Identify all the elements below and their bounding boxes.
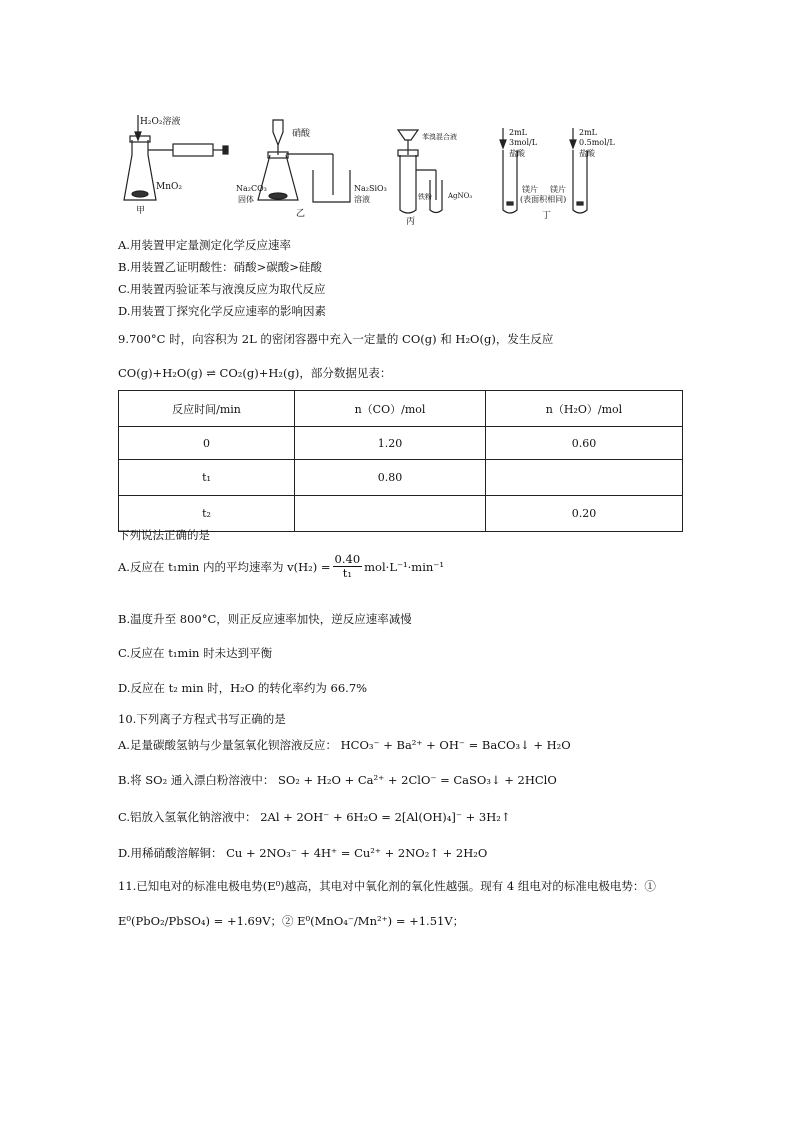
table-cell: 0.80 [295,460,486,496]
fraction-denominator: t₁ [342,566,352,580]
q9-stem-line1: 9.700°C 时，向容积为 2L 的密闭容器中充入一定量的 CO(g) 和 H₂O(g)，发生反应 [118,332,554,346]
q9-option-a [118,553,444,580]
label-mno2: MnO₂ [156,182,182,192]
label-na2sio3: Na₂SiO₃ [354,184,387,193]
label-jia: 甲 [136,206,146,216]
label-tube2-conc: 0.5mol/L [579,138,615,147]
table-header: n（H₂O）/mol [486,391,683,427]
label-tube2-volume: 2mL [579,128,597,137]
q10-option-a: A.足量碳酸氢钠与少量氢氧化钡溶液反应： HCO₃⁻ + Ba²⁺ + OH⁻ = BaCO₃↓ + H₂O [118,738,571,752]
label-same-area: (表面积相同) [520,195,567,204]
label-nitric-acid: 硝酸 [292,129,311,139]
table-cell: 1.20 [295,427,486,460]
q8-option-d: D.用装置丁探究化学反应速率的影响因素 [118,304,326,318]
label-tube1-acid: 盐酸 [509,149,525,158]
label-ding: 丁 [542,211,552,221]
label-mg2: 镁片 [550,185,566,194]
rate-fraction [333,553,363,580]
table-cell: 0 [119,427,295,460]
q9-prompt: 下列说法正确的是 [118,528,210,542]
q9-stem-line2: CO(g)+H₂O(g) ⇌ CO₂(g)+H₂(g)，部分数据见表： [118,366,392,380]
q9-option-d: D.反应在 t₂ min 时，H₂O 的转化率约为 66.7% [118,681,368,695]
q9-data-table [118,390,683,532]
apparatus-figure [118,110,678,230]
label-tube1-volume: 2mL [509,128,527,137]
label-bing: 丙 [406,217,416,227]
label-tube1-conc: 3mol/L [509,138,538,147]
label-tube2-acid: 盐酸 [579,149,595,158]
table-cell [486,460,683,496]
q8-option-a: A.用装置甲定量测定化学反应速率 [118,238,291,252]
q8-option-b: B.用装置乙证明酸性：硝酸>碳酸>硅酸 [118,260,322,274]
label-agno3: AgNO₃ [448,192,473,200]
label-yi: 乙 [296,209,306,219]
table-cell: 0.20 [486,496,683,532]
q10-option-c: C.铝放入氢氧化钠溶液中： 2Al + 2OH⁻ + 6H₂O = 2[Al(OH)₄]⁻ + 3H₂↑ [118,810,511,824]
q11-line2: E⁰(PbO₂/PbSO₄) = +1.69V；② E⁰(MnO₄⁻/Mn²⁺) = +1.51V； [118,914,465,928]
q8-option-c: C.用装置丙验证苯与液溴反应为取代反应 [118,282,326,296]
label-iron-powder: 铁粉 [418,193,432,201]
table-cell: t₁ [119,460,295,496]
label-solution: 溶液 [354,195,370,204]
q9-option-a-text: A.反应在 t₁min 内的平均速率为 v(H₂) = [118,559,331,574]
label-solid: 固体 [238,195,254,204]
q10-option-d: D.用稀硝酸溶解铜： Cu + 2NO₃⁻ + 4H⁺ = Cu²⁺ + 2NO₂↑ + 2H₂O [118,846,488,860]
label-na2co3: Na₂CO₃ [236,184,267,193]
table-header: 反应时间/min [119,391,295,427]
q10-stem: 10.下列离子方程式书写正确的是 [118,712,286,726]
q9-option-c: C.反应在 t₁min 时未达到平衡 [118,646,273,660]
label-mg1: 镁片 [522,185,538,194]
q10-option-b: B.将 SO₂ 通入漂白粉溶液中： SO₂ + H₂O + Ca²⁺ + 2ClO⁻ = CaSO₃↓ + 2HClO [118,773,557,787]
table-cell: 0.60 [486,427,683,460]
q11-stem: 11.已知电对的标准电极电势(E⁰)越高，其电对中氧化剂的氧化性越强。现有 4 组电对的标准电极电势：① [118,879,656,893]
q9-option-b: B.温度升至 800°C，则正反应速率加快，逆反应速率减慢 [118,612,412,626]
table-cell: t₂ [119,496,295,532]
fraction-numerator: 0.40 [334,552,361,566]
label-benzene-bromine: 苯溴混合液 [422,133,457,141]
table-cell [295,496,486,532]
label-h2o2: H₂O₂溶液 [140,117,181,127]
q9-option-a-units: mol·L⁻¹·min⁻¹ [364,559,444,574]
table-header: n（CO）/mol [295,391,486,427]
